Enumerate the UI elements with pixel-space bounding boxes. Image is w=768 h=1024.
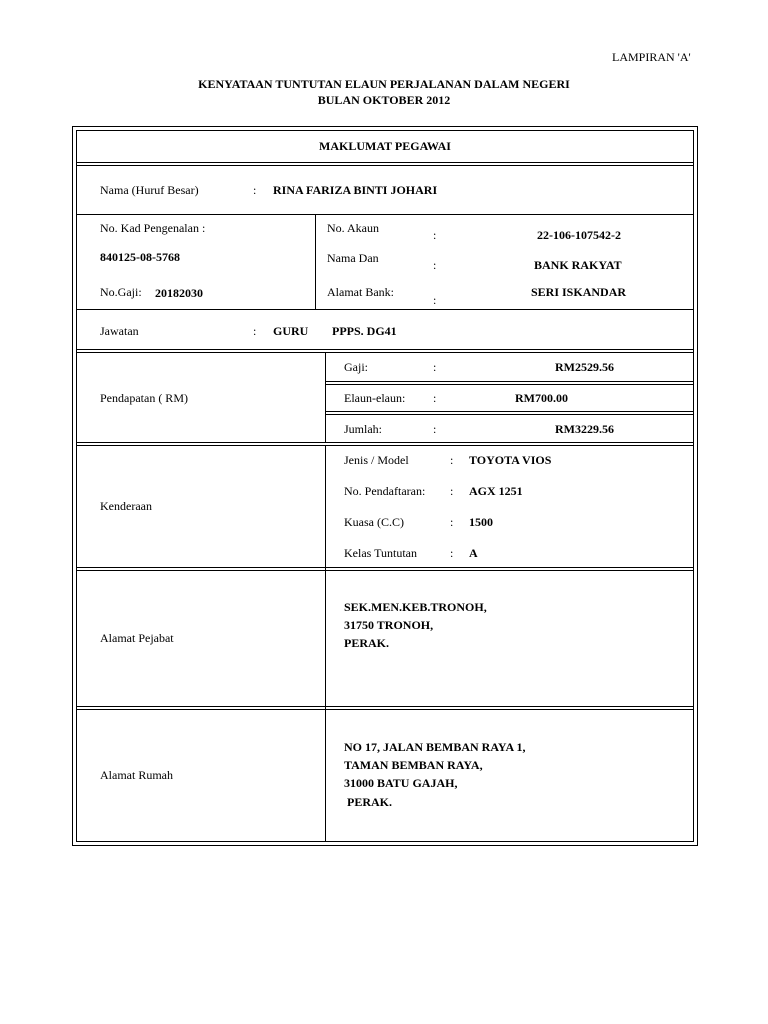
jumlah-value: RM3229.56 — [555, 422, 614, 436]
gaji-colon: : — [433, 360, 437, 374]
alamat-rumah-line-3: 31000 BATU GAJAH, — [344, 776, 458, 790]
jumlah-label: Jumlah: — [344, 422, 382, 436]
jenis-value: TOYOTA VIOS — [469, 453, 552, 467]
alamat-pejabat-line-2: 31750 TRONOH, — [344, 618, 434, 632]
pendaftaran-colon: : — [450, 484, 454, 498]
document-title: KENYATAAN TUNTUTAN ELAUN PERJALANAN DALAM NEGERI — [198, 77, 570, 91]
kuasa-colon: : — [450, 515, 454, 529]
alamat-rumah-line-1: NO 17, JALAN BEMBAN RAYA 1, — [344, 740, 526, 754]
akaun-colon: : — [433, 228, 437, 242]
bank-address-value: SERI ISKANDAR — [531, 285, 627, 299]
bank-name-value: BANK RAKYAT — [534, 258, 622, 272]
bank-label-1: Nama Dan — [327, 251, 379, 265]
gaji-label: Gaji: — [344, 360, 368, 374]
kelas-colon: : — [450, 546, 454, 560]
jawatan-value: GURU — [273, 324, 309, 338]
gaji-no-value: 20182030 — [155, 286, 203, 300]
jawatan-label: Jawatan — [100, 324, 139, 338]
lampiran-label: LAMPIRAN 'A' — [612, 50, 691, 64]
elaun-value: RM700.00 — [515, 391, 568, 405]
kelas-label: Kelas Tuntutan — [344, 546, 418, 560]
akaun-value: 22-106-107542-2 — [537, 228, 621, 242]
gaji-value: RM2529.56 — [555, 360, 614, 374]
elaun-colon: : — [433, 391, 437, 405]
kuasa-label: Kuasa (C.C) — [344, 515, 404, 529]
pendaftaran-label: No. Pendaftaran: — [344, 484, 426, 498]
jawatan-colon: : — [253, 324, 257, 338]
nama-label: Nama (Huruf Besar) — [100, 183, 199, 197]
nama-value: RINA FARIZA BINTI JOHARI — [273, 183, 438, 197]
elaun-label: Elaun-elaun: — [344, 391, 406, 405]
jawatan-grade: PPPS. DG41 — [332, 324, 397, 338]
akaun-label: No. Akaun — [327, 221, 379, 235]
jenis-colon: : — [450, 453, 454, 467]
pendaftaran-value: AGX 1251 — [469, 484, 523, 498]
alamat-pejabat-line-3: PERAK. — [344, 636, 389, 650]
alamat-rumah-line-2: TAMAN BEMBAN RAYA, — [344, 758, 483, 772]
alamat-pejabat-label: Alamat Pejabat — [100, 631, 174, 645]
kuasa-value: 1500 — [469, 515, 493, 529]
kenderaan-label: Kenderaan — [100, 499, 152, 513]
bank-colon-2: : — [433, 293, 437, 307]
kad-value: 840125-08-5768 — [100, 250, 180, 264]
bank-colon-1: : — [433, 258, 437, 272]
jenis-label: Jenis / Model — [344, 453, 409, 467]
bank-label-2: Alamat Bank: — [327, 285, 394, 299]
section-title: MAKLUMAT PEGAWAI — [319, 139, 451, 153]
alamat-rumah-label: Alamat Rumah — [100, 768, 173, 782]
kad-label: No. Kad Pengenalan : — [100, 221, 206, 235]
kelas-value: A — [469, 546, 478, 560]
nama-colon: : — [253, 183, 257, 197]
alamat-pejabat-line-1: SEK.MEN.KEB.TRONOH, — [344, 600, 487, 614]
jumlah-colon: : — [433, 422, 437, 436]
gaji-no-label: No.Gaji: — [100, 285, 142, 299]
alamat-rumah-line-4: PERAK. — [344, 795, 392, 809]
document-subtitle: BULAN OKTOBER 2012 — [317, 93, 451, 107]
pendapatan-label: Pendapatan ( RM) — [100, 391, 188, 405]
